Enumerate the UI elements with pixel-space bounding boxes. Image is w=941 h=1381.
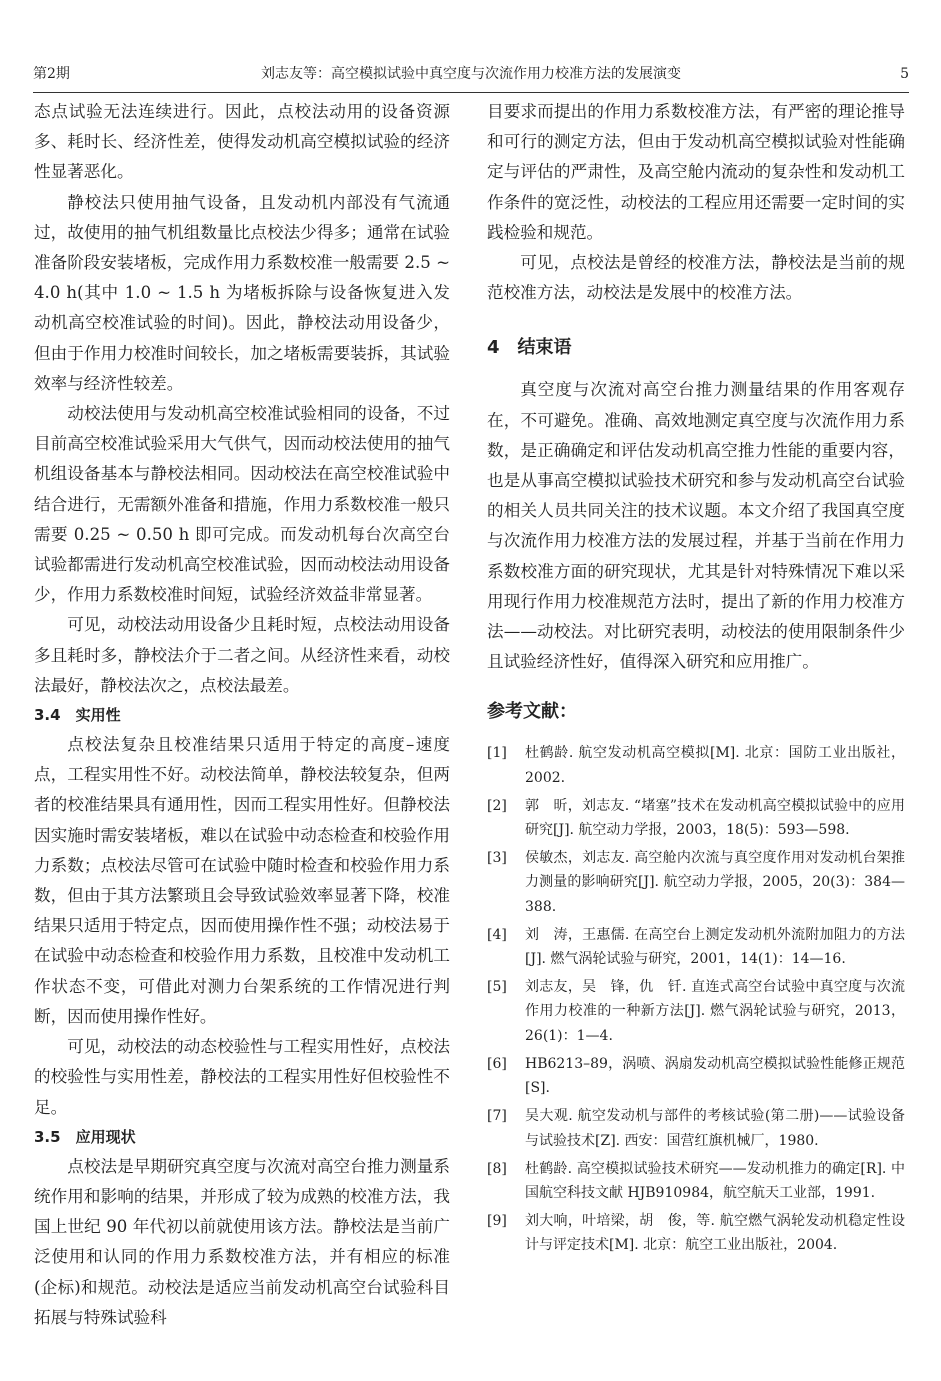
reference-item — [487, 741, 905, 789]
left-column — [34, 97, 450, 1333]
reference-item — [487, 1209, 905, 1257]
page-number: 5 — [900, 66, 909, 82]
reference-text: 杜鹤龄. 航空发动机高空模拟[M]. 北京：国防工业出版社，2002. — [525, 745, 905, 786]
reference-item — [487, 975, 905, 1048]
reference-number: [7] — [487, 1108, 507, 1125]
paragraph: 静校法只使用抽气设备，且发动机内部没有气流通过，故使用的抽气机组数量比点校法少得多；通常在试验准备阶段安装堵板，完成作用力系数校准一般需要 2.5 ~ 4.0 h(其中 1.0 ~ 1.5 h 为堵板拆除与设备恢复进入发动机高空校准试验的时间)。因此，静校法动用设备少，但由于作用力校准时间较长，加之堵板需要装拆，其试验效率与经济性较差。 — [34, 192, 450, 393]
reference-number: [8] — [487, 1160, 507, 1177]
reference-number: [1] — [487, 745, 507, 762]
reference-item — [487, 794, 905, 842]
subsection-heading: 3.5 应用现状 — [34, 1127, 136, 1146]
running-title: 刘志友等：高空模拟试验中真空度与次流作用力校准方法的发展演变 — [261, 66, 681, 82]
header-rule — [33, 92, 909, 93]
reference-text: 吴大观. 航空发动机与部件的考核试验(第二册)——试验设备与试验技术[Z]. 西安：国营红旗机械厂，1980. — [525, 1108, 905, 1149]
reference-item — [487, 1157, 905, 1205]
reference-item — [487, 1052, 905, 1100]
reference-text: HB6213–89，涡喷、涡扇发动机高空模拟试验性能修正规范[S]. — [525, 1055, 905, 1097]
reference-number: [6] — [487, 1055, 507, 1072]
paragraph: 可见，动校法动用设备少且耗时短，点校法动用设备多且耗时多，静校法介于二者之间。从经济性来看，动校法最好，静校法次之，点校法最差。 — [34, 615, 450, 695]
reference-item — [487, 923, 905, 971]
reference-number: [4] — [487, 926, 507, 943]
paragraph: 态点试验无法连续进行。因此，点校法动用的设备资源多、耗时长、经济性差，使得发动机高空模拟试验的经济性显著恶化。 — [34, 102, 450, 182]
reference-number: [2] — [487, 797, 507, 814]
reference-text: 刘大响，叶培梁，胡 俊，等. 航空燃气涡轮发动机稳定性设计与评定技术[M]. 北京：航空工业出版社，2004. — [525, 1213, 905, 1254]
paragraph: 真空度与次流对高空台推力测量结果的作用客观存在，不可避免。准确、高效地测定真空度与次流作用力系数，是正确确定和评估发动机高空推力性能的重要内容，也是从事高空模拟试验技术研究和参与发动机高空台试验的相关人员共同关注的技术议题。本文介绍了我国真空度与次流作用力校准方法的发展过程，并基于当前在作用力系数校准方面的研究现状，尤其是针对特殊情况下难以采用现行作用力校准规范方法时，提出了新的作用力校准方法——动校法。对比研究表明，动校法的使用限制条件少且试验经济性好，值得深入研究和应用推广。 — [487, 380, 905, 672]
paragraph: 点校法是早期研究真空度与次流对高空台推力测量系统作用和影响的结果，并形成了较为成熟的校准方法，我国上世纪 90 年代初以前就使用该方法。静校法是当前广泛使用和认同的作用力系数校准方法，并有相应的标准(企标)和规范。动校法是适应当前发动机高空台试验科目拓展与特殊试验科 — [34, 1156, 450, 1327]
paragraph: 可见，动校法的动态校验性与工程实用性好，点校法的校验性与实用性差，静校法的工程实用性好但校验性不足。 — [34, 1037, 450, 1117]
reference-item — [487, 1104, 905, 1152]
reference-list — [487, 741, 905, 1257]
subsection-heading: 3.4 实用性 — [34, 706, 121, 725]
reference-item — [487, 846, 905, 919]
reference-number: [5] — [487, 979, 507, 996]
reference-text: 郭 昕，刘志友. “堵塞”技术在发动机高空模拟试验中的应用研究[J]. 航空动力学报，2003，18(5)：593—598. — [525, 797, 905, 839]
section-heading: 4 结束语 — [487, 337, 572, 359]
reference-text: 侯敏杰，刘志友. 高空舱内次流与真空度作用对发动机台架推力测量的影响研究[J]. 航空动力学报，2005，20(3)：384—388. — [525, 850, 905, 915]
paragraph: 点校法复杂且校准结果只适用于特定的高度–速度点，工程实用性不好。动校法简单，静校法较复杂，但两者的校准结果具有通用性，因而工程实用性好。但静校法因实施时需安装堵板，难以在试验中动态检查和校验作用力系数；点校法尽管可在试验中随时检查和校验作用力系数，但由于其方法繁琐且会导致试验效率显著下降，校准结果只适用于特定点，因而使用操作性不强；动校法易于在试验中动态检查和校验作用力系数，且校准中发动机工作状态不变，可借此对测力台架系统的工作情况进行判断，因而使用操作性好。 — [34, 735, 450, 1026]
reference-text: 刘 涛，王惠儒. 在高空台上测定发动机外流附加阻力的方法[J]. 燃气涡轮试验与研究，2001，14(1)：14—16. — [525, 926, 905, 968]
reference-number: [3] — [487, 850, 507, 867]
paragraph: 动校法使用与发动机高空校准试验相同的设备，不过目前高空校准试验采用大气供气，因而动校法使用的抽气机组设备基本与静校法相同。因动校法在高空校准试验中结合进行，无需额外准备和措施，作用力系数校准一般只需要 0.25 ~ 0.50 h 即可完成。而发动机每台次高空台试验都需进行发动机高空校准试验，因而动校法动用设备少，作用力系数校准时间短，试验经济效益非常显著。 — [34, 404, 450, 605]
issue-label: 第2期 — [33, 66, 70, 82]
paragraph: 目要求而提出的作用力系数校准方法，有严密的理论推导和可行的测定方法，但由于发动机高空模拟试验对性能确定与评估的严肃性，及高空舱内流动的复杂性和发动机工作条件的宽泛性，动校法的工程应用还需要一定时间的实践检验和规范。 — [487, 102, 905, 242]
right-column — [487, 97, 905, 1262]
references-heading: 参考文献： — [487, 701, 577, 723]
paragraph: 可见，点校法是曾经的校准方法，静校法是当前的规范校准方法，动校法是发展中的校准方法。 — [487, 253, 905, 303]
running-header — [33, 62, 909, 86]
reference-number: [9] — [487, 1213, 507, 1230]
reference-text: 杜鹤龄. 高空模拟试验技术研究——发动机推力的确定[R]. 中国航空科技文献 HJB910984，航空航天工业部，1991. — [525, 1160, 905, 1201]
reference-text: 刘志友，吴 锋，仇 钎. 直连式高空台试验中真空度与次流作用力校准的一种新方法[J]. 燃气涡轮试验与研究，2013，26(1)：1—4. — [525, 979, 905, 1044]
